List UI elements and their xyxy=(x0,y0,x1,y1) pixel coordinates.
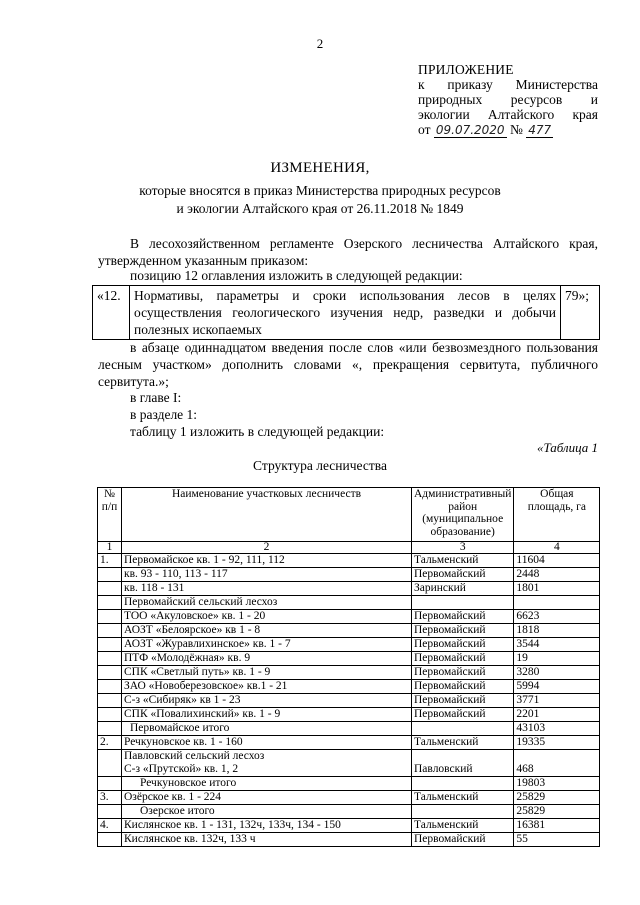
row-number xyxy=(98,638,122,652)
row-area: 19 xyxy=(514,652,600,666)
from-label: от xyxy=(418,122,431,137)
page-number: 2 xyxy=(316,36,324,51)
table-row xyxy=(98,750,600,777)
row-name: ЗАО «Новоберезовское» кв.1 - 21 xyxy=(122,680,412,694)
row-number: 4. xyxy=(98,819,122,833)
row-area: 3544 xyxy=(514,638,600,652)
row-name: С-з «Сибиряк» кв 1 - 23 xyxy=(122,694,412,708)
table-row xyxy=(98,680,600,694)
appendix-line-2: природных ресурсов и xyxy=(418,92,598,107)
row-district: Первомайский xyxy=(412,610,514,624)
document-subtitle xyxy=(80,182,560,218)
row-district: Первомайский xyxy=(412,680,514,694)
row-area: 3280 xyxy=(514,666,600,680)
toc-item-number: «12. xyxy=(93,286,130,340)
appendix-title: ПРИЛОЖЕНИЕ xyxy=(418,62,514,77)
row-district: Первомайский xyxy=(412,652,514,666)
row-number xyxy=(98,568,122,582)
table-row xyxy=(98,554,600,568)
table-caption: «Таблица 1 xyxy=(536,440,598,455)
row-name: кв. 93 - 110, 113 - 117 xyxy=(122,568,412,582)
row-name: Кислянское кв. 132ч, 133 ч xyxy=(122,833,412,847)
row-district xyxy=(412,805,514,819)
row-district: Первомайский xyxy=(412,666,514,680)
row-number: 2. xyxy=(98,736,122,750)
row-district: Первомайский xyxy=(412,833,514,847)
appendix-line-3: экологии Алтайского края xyxy=(418,107,598,122)
row-name: АОЗТ «Журавлихинское» кв. 1 - 7 xyxy=(122,638,412,652)
appendix-line-1: к приказу Министерства xyxy=(418,77,598,92)
toc-item-text: Нормативы, параметры и сроки использования лесов в целях осуществления геологического изучения недр, разведки и добычи полезных ископаемых xyxy=(130,286,561,340)
row-name: АОЗТ «Белоярское» кв 1 - 8 xyxy=(122,624,412,638)
row-district: Первомайский xyxy=(412,708,514,722)
section-line: в разделе 1: xyxy=(130,407,198,422)
table-row xyxy=(98,791,600,805)
row-number xyxy=(98,833,122,847)
forestry-structure-table xyxy=(97,487,600,847)
table-title: Структура лесничества xyxy=(253,458,387,473)
row-number xyxy=(98,582,122,596)
toc-row xyxy=(93,286,600,340)
row-district: Первомайский xyxy=(412,638,514,652)
row-district xyxy=(412,777,514,791)
colnum-2: 2 xyxy=(122,542,412,554)
row-area: 468 xyxy=(514,750,600,777)
row-area: 1801 xyxy=(514,582,600,596)
row-number xyxy=(98,596,122,610)
row-area: 2201 xyxy=(514,708,600,722)
row-number xyxy=(98,624,122,638)
toc-item-page: 79»; xyxy=(561,286,600,340)
table-row xyxy=(98,610,600,624)
row-name: СПК «Повалихинский» кв. 1 - 9 xyxy=(122,708,412,722)
row-district: Тальменский xyxy=(412,819,514,833)
row-name: Первомайский сельский лесхоз xyxy=(122,596,412,610)
table-row xyxy=(98,694,600,708)
row-district: Первомайский xyxy=(412,624,514,638)
row-area: 19335 xyxy=(514,736,600,750)
row-number xyxy=(98,610,122,624)
row-name: ТОО «Акуловское» кв. 1 - 20 xyxy=(122,610,412,624)
row-name: Первомайское итого xyxy=(122,722,412,736)
row-area: 5994 xyxy=(514,680,600,694)
row-name: кв. 118 - 131 xyxy=(122,582,412,596)
row-district: Первомайский xyxy=(412,568,514,582)
row-number xyxy=(98,750,122,777)
number-label: № xyxy=(509,122,523,137)
row-area: 6623 xyxy=(514,610,600,624)
subtitle-line-1: которые вносятся в приказ Министерства природных ресурсов xyxy=(139,183,501,198)
row-number xyxy=(98,694,122,708)
table-row xyxy=(98,708,600,722)
row-area: 16381 xyxy=(514,819,600,833)
colnum-4: 4 xyxy=(514,542,600,554)
appendix-block xyxy=(418,62,598,138)
colnum-1: 1 xyxy=(98,542,122,554)
row-number xyxy=(98,805,122,819)
row-number xyxy=(98,708,122,722)
row-area: 25829 xyxy=(514,791,600,805)
row-number xyxy=(98,652,122,666)
row-number: 3. xyxy=(98,791,122,805)
introduction-amendment: в абзаце одиннадцатом введения после слов «или безвозмездного пользования лесным участком» дополнить словами «, прекращения сервитута, публичного сервитута.»; xyxy=(98,340,598,389)
table-row xyxy=(98,624,600,638)
row-area: 2448 xyxy=(514,568,600,582)
toc-instruction: позицию 12 оглавления изложить в следующей редакции: xyxy=(130,268,463,283)
row-number xyxy=(98,722,122,736)
row-district: Павловский xyxy=(412,750,514,777)
row-name: Озерское итого xyxy=(122,805,412,819)
row-area: 55 xyxy=(514,833,600,847)
row-number xyxy=(98,777,122,791)
row-number: 1. xyxy=(98,554,122,568)
row-name: Озёрское кв. 1 - 224 xyxy=(122,791,412,805)
chapter-line: в главе I: xyxy=(130,390,182,405)
table-row xyxy=(98,777,600,791)
row-area: 3771 xyxy=(514,694,600,708)
row-area xyxy=(514,596,600,610)
row-area: 11604 xyxy=(514,554,600,568)
row-name: Речкуновское итого xyxy=(122,777,412,791)
intro-paragraph: В лесохозяйственном регламенте Озерского лесничества Алтайского края, утвержденном указанным приказом: xyxy=(98,236,598,268)
header-number: № п/п xyxy=(98,488,122,542)
row-name: Павловский сельский лесхоз С-з «Прутской» кв. 1, 2 xyxy=(122,750,412,777)
column-number-row xyxy=(98,542,600,554)
row-district: Тальменский xyxy=(412,554,514,568)
row-district xyxy=(412,722,514,736)
table-row xyxy=(98,568,600,582)
table-row xyxy=(98,805,600,819)
subtitle-line-2: и экологии Алтайского края от 26.11.2018 № 1849 xyxy=(176,201,464,216)
row-district: Заринский xyxy=(412,582,514,596)
colnum-3: 3 xyxy=(412,542,514,554)
table-row xyxy=(98,596,600,610)
row-name: Первомайское кв. 1 - 92, 111, 112 xyxy=(122,554,412,568)
document-title: ИЗМЕНЕНИЯ, xyxy=(270,160,370,176)
header-area: Общая площадь, га xyxy=(514,488,600,542)
row-number xyxy=(98,680,122,694)
header-name: Наименование участковых лесничеств xyxy=(122,488,412,542)
table-row xyxy=(98,736,600,750)
row-district: Первомайский xyxy=(412,694,514,708)
row-area: 43103 xyxy=(514,722,600,736)
table-row xyxy=(98,582,600,596)
row-area: 1818 xyxy=(514,624,600,638)
table-header-row xyxy=(98,488,600,542)
table-row xyxy=(98,819,600,833)
handwritten-number: 477 xyxy=(528,123,552,137)
row-name: ПТФ «Молодёжная» кв. 9 xyxy=(122,652,412,666)
header-district: Административный район (муниципальное образование) xyxy=(412,488,514,542)
row-district: Тальменский xyxy=(412,736,514,750)
row-number xyxy=(98,666,122,680)
row-area: 19803 xyxy=(514,777,600,791)
handwritten-date: 09.07.2020 xyxy=(435,123,505,137)
row-name: СПК «Светлый путь» кв. 1 - 9 xyxy=(122,666,412,680)
table-body xyxy=(98,554,600,847)
table-row xyxy=(98,652,600,666)
table-row xyxy=(98,638,600,652)
row-name: Кислянское кв. 1 - 131, 132ч, 133ч, 134 - 150 xyxy=(122,819,412,833)
row-district xyxy=(412,596,514,610)
row-district: Тальменский xyxy=(412,791,514,805)
toc-replacement-table xyxy=(92,285,600,340)
appendix-signature-line xyxy=(418,122,598,138)
row-area: 25829 xyxy=(514,805,600,819)
table-instruction: таблицу 1 изложить в следующей редакции: xyxy=(130,424,385,439)
table-row xyxy=(98,722,600,736)
row-name: Речкуновское кв. 1 - 160 xyxy=(122,736,412,750)
table-row xyxy=(98,833,600,847)
table-row xyxy=(98,666,600,680)
